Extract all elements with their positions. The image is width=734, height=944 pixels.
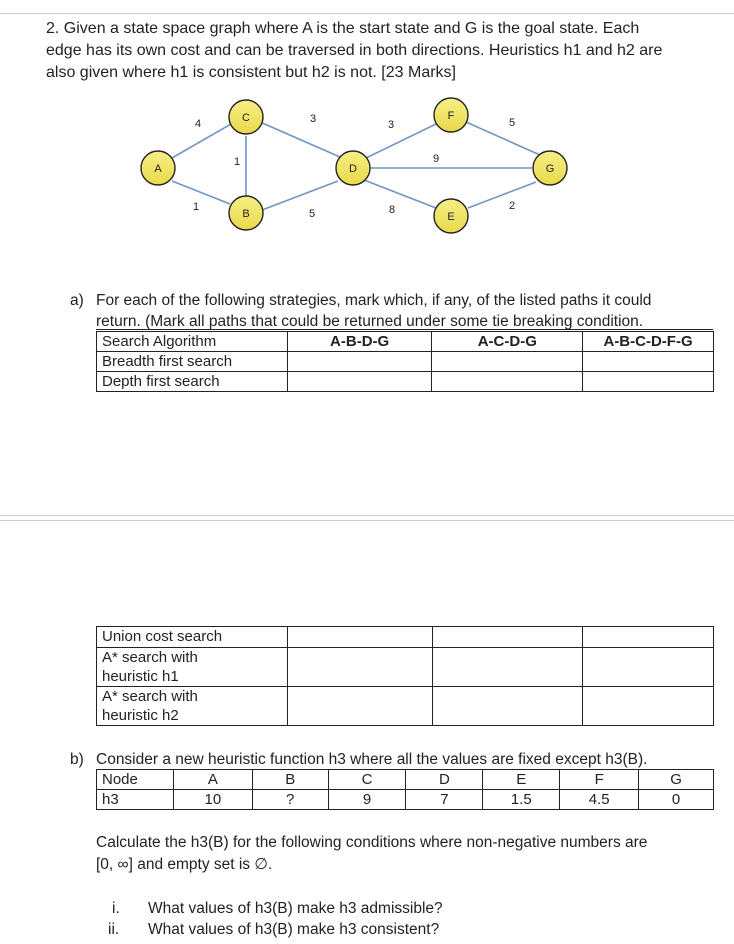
answer-cell[interactable] xyxy=(287,372,432,392)
table-header-row xyxy=(97,332,714,352)
header-search-algorithm: Search Algorithm xyxy=(97,332,288,352)
row-label: Depth first search xyxy=(97,372,288,392)
page-break-divider xyxy=(0,515,734,516)
h3-header-row xyxy=(97,770,714,790)
node-label: G xyxy=(545,163,555,175)
answer-cell[interactable] xyxy=(287,627,432,648)
state-space-graph xyxy=(0,0,734,250)
edge-cost-a-b: 1 xyxy=(192,201,200,213)
h3-header-cell: F xyxy=(560,770,639,790)
row-label-text: A* search with xyxy=(102,649,198,666)
strategy-table-2 xyxy=(96,626,714,726)
h3-value-cell: 10 xyxy=(173,790,252,810)
edge-cost-d-g: 9 xyxy=(432,153,440,165)
h3-header-cell: Node xyxy=(97,770,174,790)
node-label: F xyxy=(447,110,455,122)
header-path: A-C-D-G xyxy=(432,332,583,352)
table-row xyxy=(97,687,714,726)
table-top-rule xyxy=(96,329,713,330)
h3-header-cell: E xyxy=(483,770,560,790)
calc-line: Calculate the h3(B) for the following conditions where non-negative numbers are xyxy=(96,834,648,851)
sub-question-number: i. xyxy=(112,900,120,917)
part-b-label: b) xyxy=(70,751,84,768)
edge-cost-c-d: 3 xyxy=(309,113,317,125)
part-a-label: a) xyxy=(70,292,84,309)
h3-value-row xyxy=(97,790,714,810)
edge-b-d xyxy=(262,181,338,210)
answer-cell[interactable] xyxy=(583,352,714,372)
table-row xyxy=(97,352,714,372)
sub-question xyxy=(112,898,712,920)
row-label-text: A* search with xyxy=(102,688,198,705)
edge-a-c xyxy=(172,124,231,158)
row-label xyxy=(97,627,288,648)
answer-cell[interactable] xyxy=(432,372,583,392)
edge-d-e xyxy=(364,180,436,208)
h3-header-cell: C xyxy=(328,770,406,790)
answer-cell[interactable] xyxy=(432,352,583,372)
sub-question xyxy=(108,919,708,941)
h3-value-cell: 4.5 xyxy=(560,790,639,810)
edge-cost-a-c: 4 xyxy=(194,118,202,130)
edge-c-d xyxy=(260,122,340,157)
edge-cost-c-b: 1 xyxy=(233,156,241,168)
answer-cell[interactable] xyxy=(287,352,432,372)
h3-value-cell: 1.5 xyxy=(483,790,560,810)
answer-cell[interactable] xyxy=(432,648,583,687)
edge-a-b xyxy=(172,181,230,204)
edge-cost-b-d: 5 xyxy=(308,208,316,220)
part-a-line: return. (Mark all paths that could be returned under some tie breaking condition. xyxy=(96,313,644,330)
sub-question-text: What values of h3(B) make h3 consistent? xyxy=(148,921,440,938)
h3-header-cell: D xyxy=(406,770,483,790)
row-label-text: Union cost search xyxy=(102,628,223,645)
table-row xyxy=(97,648,714,687)
node-label: E xyxy=(447,211,455,223)
table-row xyxy=(97,372,714,392)
h3-value-cell: 7 xyxy=(406,790,483,810)
row-label-text: heuristic h1 xyxy=(102,668,179,685)
strategy-table-1 xyxy=(96,331,714,392)
sub-question-number: ii. xyxy=(108,921,120,938)
answer-cell[interactable] xyxy=(583,627,714,648)
edge-f-g xyxy=(466,122,540,155)
h3-value-cell: 9 xyxy=(328,790,406,810)
sub-question-text: What values of h3(B) make h3 admissible? xyxy=(148,900,443,917)
question-line: edge has its own cost and can be traversed in both directions. Heuristics h1 and h2 are xyxy=(46,42,663,59)
calc-instructions xyxy=(96,832,716,876)
part-a-line: For each of the following strategies, mark which, if any, of the listed paths it could xyxy=(96,292,652,309)
edge-cost-e-g: 2 xyxy=(508,200,516,212)
h3-value-cell: h3 xyxy=(97,790,174,810)
edge-cost-f-g: 5 xyxy=(508,117,516,129)
header-path: A-B-C-D-F-G xyxy=(583,332,714,352)
answer-cell[interactable] xyxy=(583,372,714,392)
answer-cell[interactable] xyxy=(583,687,714,726)
calc-line: [0, ∞] and empty set is ∅. xyxy=(96,856,273,873)
h3-value-cell: 0 xyxy=(639,790,714,810)
answer-cell[interactable] xyxy=(432,627,583,648)
h3-value-cell: ? xyxy=(252,790,328,810)
row-label xyxy=(97,687,288,726)
answer-cell[interactable] xyxy=(583,648,714,687)
edge-cost-d-e: 8 xyxy=(388,204,396,216)
question-line: also given where h1 is consistent but h2 is not. [23 Marks] xyxy=(46,64,456,81)
node-label: B xyxy=(242,208,250,220)
h3-header-cell: A xyxy=(173,770,252,790)
table-row xyxy=(97,627,714,648)
node-label: A xyxy=(154,163,162,175)
page-break-divider xyxy=(0,520,734,521)
question-line: 2. Given a state space graph where A is the start state and G is the goal state. Each xyxy=(46,20,640,37)
header-path: A-B-D-G xyxy=(287,332,432,352)
edge-e-g xyxy=(468,182,536,208)
h3-header-cell: G xyxy=(639,770,714,790)
part-b-line: Consider a new heuristic function h3 where all the values are fixed except h3(B). xyxy=(96,751,648,768)
row-label xyxy=(97,648,288,687)
edge-cost-d-f: 3 xyxy=(387,119,395,131)
h3-header-cell: B xyxy=(252,770,328,790)
row-label: Breadth first search xyxy=(97,352,288,372)
node-label: D xyxy=(349,163,357,175)
h3-table xyxy=(96,769,714,810)
answer-cell[interactable] xyxy=(432,687,583,726)
node-label: C xyxy=(242,112,250,124)
answer-cell[interactable] xyxy=(287,687,432,726)
row-label-text: heuristic h2 xyxy=(102,707,179,724)
edge-d-f xyxy=(366,124,436,158)
answer-cell[interactable] xyxy=(287,648,432,687)
